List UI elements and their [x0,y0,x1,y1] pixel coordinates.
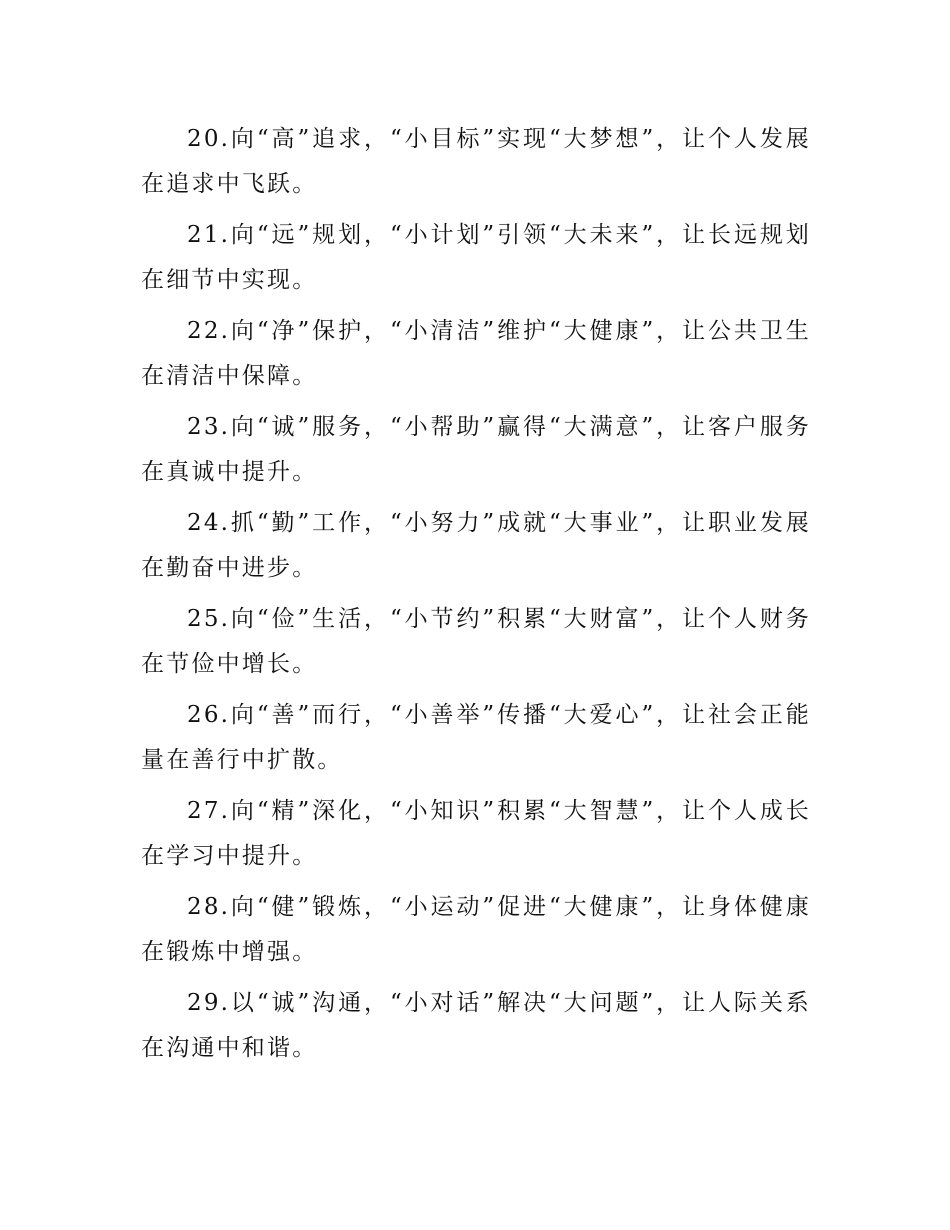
document-body [141,117,811,1077]
paragraph-25: 25.向“俭”生活，“小节约”积累“大财富”，让个人财务在节俭中增长。 [141,606,811,677]
paragraph-24: 24.抓“勤”工作，“小努力”成就“大事业”，让职业发展在勤奋中进步。 [141,510,811,581]
paragraph-22: 22.向“净”保护，“小清洁”维护“大健康”，让公共卫生在清洁中保障。 [141,318,811,389]
paragraph-20: 20.向“高”追求，“小目标”实现“大梦想”，让个人发展在追求中飞跃。 [141,126,811,197]
paragraph-26: 26.向“善”而行，“小善举”传播“大爱心”，让社会正能量在善行中扩散。 [141,702,811,773]
paragraph-23: 23.向“诚”服务，“小帮助”赢得“大满意”，让客户服务在真诚中提升。 [141,414,811,485]
paragraph-21: 21.向“远”规划，“小计划”引领“大未来”，让长远规划在细节中实现。 [141,222,811,293]
paragraph-29: 29.以“诚”沟通，“小对话”解决“大问题”，让人际关系在沟通中和谐。 [141,990,811,1061]
paragraph-28: 28.向“健”锻炼，“小运动”促进“大健康”，让身体健康在锻炼中增强。 [141,894,811,965]
paragraph-27: 27.向“精”深化，“小知识”积累“大智慧”，让个人成长在学习中提升。 [141,798,811,869]
